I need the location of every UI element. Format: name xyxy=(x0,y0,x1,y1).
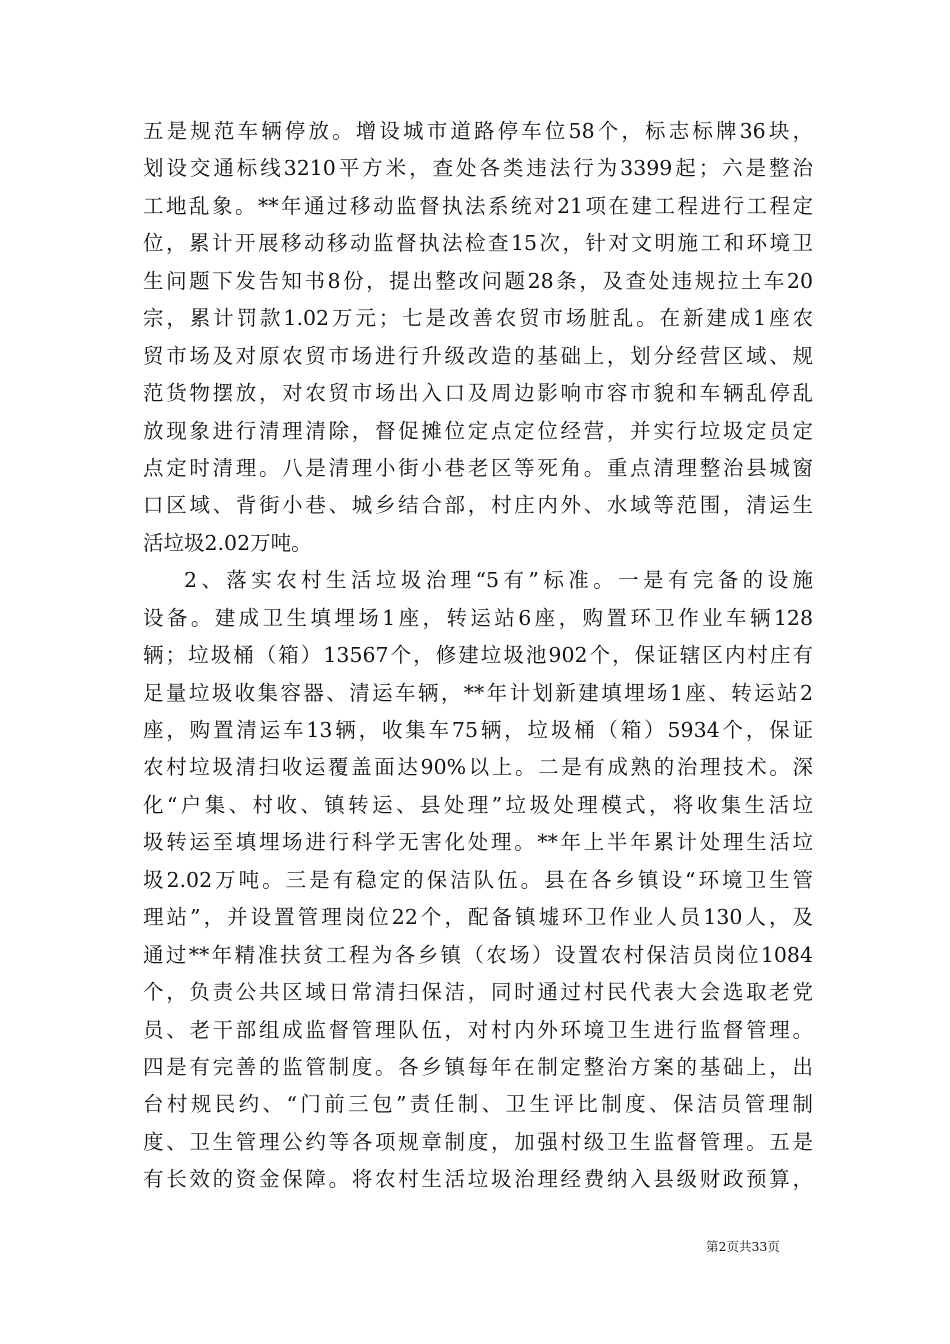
text-line: 理站”，并设置管理岗位22个，配备镇墟环卫作业人员130人，及 xyxy=(143,905,813,930)
text-line: 圾2.02万吨。三是有稳定的保洁队伍。县在各乡镇设“环境卫生管 xyxy=(143,867,813,892)
page-number: 第2页共33页 xyxy=(706,1239,780,1254)
text-line: 圾转运至填埋场进行科学无害化处理。**年上半年累计处理生活垃 xyxy=(143,830,813,855)
text-line: 座，购置清运车13辆，收集车75辆，垃圾桶（箱）5934个，保证 xyxy=(143,718,813,742)
body-text xyxy=(143,113,813,1199)
text-line: 员、老干部组成监督管理队伍，对村内外环境卫生进行监督管理。 xyxy=(143,1017,813,1042)
text-line: 范货物摆放，对农贸市场出入口及周边影响市容市貌和车辆乱停乱 xyxy=(143,381,813,406)
text-line: 设备。建成卫生填埋场1座，转运站6座，购置环卫作业车辆128 xyxy=(143,605,813,630)
text-line: 五是规范车辆停放。增设城市道路停车位58个，标志标牌36块， xyxy=(143,119,813,143)
text-line: 个，负责公共区域日常清扫保洁，同时通过村民代表大会选取老党 xyxy=(143,980,813,1005)
text-line: 贸市场及对原农贸市场进行升级改造的基础上，划分经营区域、规 xyxy=(143,343,813,368)
text-line: 工地乱象。**年通过移动监督执法系统对21项在建工程进行工程定 xyxy=(143,193,813,218)
text-line: 生问题下发告知书8份，提出整改问题28条，及查处违规拉土车20 xyxy=(143,268,813,293)
text-line: 通过**年精准扶贫工程为各乡镇（农场）设置农村保洁员岗位1084 xyxy=(143,942,813,967)
text-line: 度、卫生管理公约等各项规章制度，加强村级卫生监督管理。五是 xyxy=(143,1129,813,1154)
text-line: 台村规民约、“门前三包”责任制、卫生评比制度、保洁员管理制 xyxy=(143,1092,813,1117)
text-line: 农村垃圾清扫收运覆盖面达90%以上。二是有成熟的治理技术。深 xyxy=(143,755,813,780)
text-line: 宗，累计罚款1.02万元；七是改善农贸市场脏乱。在新建成1座农 xyxy=(143,306,813,331)
page-footer xyxy=(0,1237,950,1257)
text-line: 点定时清理。八是清理小街小巷老区等死角。重点清理整治县城窗 xyxy=(143,455,813,480)
text-line: 位，累计开展移动移动监督执法检查15次，针对文明施工和环境卫 xyxy=(143,231,813,256)
text-line: 有长效的资金保障。将农村生活垃圾治理经费纳入县级财政预算， xyxy=(143,1167,813,1192)
text-line: 活垃圾2.02万吨。 xyxy=(143,530,312,555)
text-line: 化“户集、村收、镇转运、县处理”垃圾处理模式，将收集生活垃 xyxy=(143,792,813,817)
paragraph-first-line: 2、落实农村生活垃圾治理“5有”标准。一是有完备的设施 xyxy=(184,568,813,593)
text-line: 划设交通标线3210平方米，查处各类违法行为3399起；六是整治 xyxy=(143,156,813,181)
text-line: 辆；垃圾桶（箱）13567个，修建垃圾池902个，保证辖区内村庄有 xyxy=(143,643,813,668)
text-line: 放现象进行清理清除，督促摊位定点定位经营，并实行垃圾定员定 xyxy=(143,418,813,443)
text-line: 四是有完善的监管制度。各乡镇每年在制定整治方案的基础上，出 xyxy=(143,1054,813,1079)
text-line: 足量垃圾收集容器、清运车辆，**年计划新建填埋场1座、转运站2 xyxy=(143,680,813,705)
text-line: 口区域、背街小巷、城乡结合部，村庄内外、水域等范围，清运生 xyxy=(143,493,813,518)
